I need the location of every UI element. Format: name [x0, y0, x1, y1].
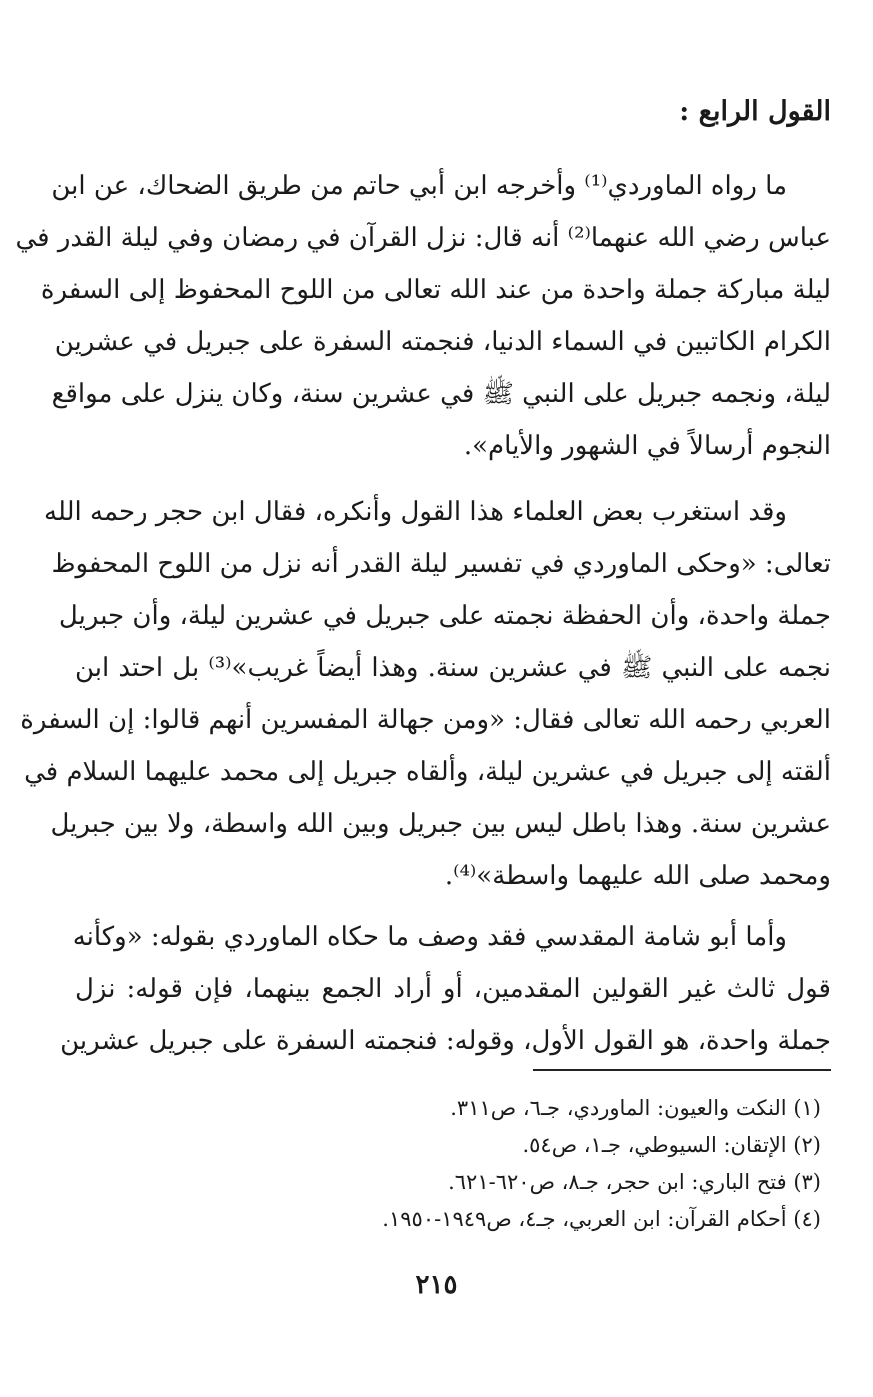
text-line: عشرين سنة. وهذا باطل ليس بين جبريل وبين الله واسطة، ولا بين جبريل [50, 809, 831, 839]
text-line: النجوم أرسالاً في الشهور والأيام». [463, 431, 831, 461]
text-line: قول ثالث غير القولين المقدمين، أو أراد الجمع بينهما، فإن قوله: نزل [75, 974, 831, 1004]
text-line: وقد استغرب بعض العلماء هذا القول وأنكره، فقال ابن حجر رحمه الله [44, 497, 787, 527]
text-line: تعالى: «وحكى الماوردي في تفسير ليلة القدر أنه نزل من اللوح المحفوظ [51, 549, 831, 579]
text-line: ومحمد صلى الله عليهما واسطة»⁽⁴⁾. [444, 861, 831, 891]
text-line: العربي رحمه الله تعالى فقال: «ومن جهالة المفسرين أنهم قالوا: إن السفرة [20, 705, 831, 735]
footnote-item: (١) النكت والعيون: الماوردي، جـ٦، ص٣١١. [450, 1096, 821, 1120]
text-line: ما رواه الماوردي⁽¹⁾ وأخرجه ابن أبي حاتم من طريق الضحاك، عن ابن [51, 171, 787, 201]
paragraph-3 [60, 911, 831, 1067]
paragraph-2 [20, 486, 831, 902]
text-line: ليلة، ونجمه جبريل على النبي ﷺ في عشرين سنة، وكان ينزل على مواقع [51, 379, 831, 409]
text-line: نجمه على النبي ﷺ في عشرين سنة. وهذا أيضاً غريب»⁽³⁾ بل احتد ابن [75, 653, 831, 683]
footnote-item: (٣) فتح الباري: ابن حجر، جـ٨، ص٦٢٠-٦٢١. [448, 1170, 821, 1194]
text-line: الكرام الكاتبين في السماء الدنيا، فنجمته السفرة على جبريل في عشرين [54, 327, 831, 357]
footnotes-list [61, 1090, 821, 1238]
text-line: وأما أبو شامة المقدسي فقد وصف ما حكاه الماوردي بقوله: «وكأنه [72, 922, 787, 952]
page-number: ٢١٥ [415, 1270, 458, 1300]
footnote-item: (٢) الإتقان: السيوطي، جـ١، ص٥٤. [522, 1133, 821, 1157]
text-line: جملة واحدة، وأن الحفظة نجمته على جبريل في عشرين ليلة، وأن جبريل [58, 601, 831, 631]
text-line: ألقته إلى جبريل في عشرين ليلة، وألقاه جبريل إلى محمد عليهما السلام في [24, 757, 831, 787]
text-line: جملة واحدة، هو القول الأول، وقوله: فنجمته السفرة على جبريل عشرين [60, 1026, 831, 1056]
paragraph-1 [15, 160, 831, 472]
text-line: ليلة مباركة جملة واحدة من عند الله تعالى من اللوح المحفوظ إلى السفرة [40, 275, 831, 305]
footnote-item: (٤) أحكام القرآن: ابن العربي، جـ٤، ص١٩٤٩-١٩٥٠. [382, 1207, 821, 1231]
section-heading: القول الرابع : [679, 96, 831, 127]
text-line: عباس رضي الله عنهما⁽²⁾ أنه قال: نزل القرآن في رمضان وفي ليلة القدر في [15, 223, 831, 253]
footnote-divider [533, 1069, 831, 1071]
